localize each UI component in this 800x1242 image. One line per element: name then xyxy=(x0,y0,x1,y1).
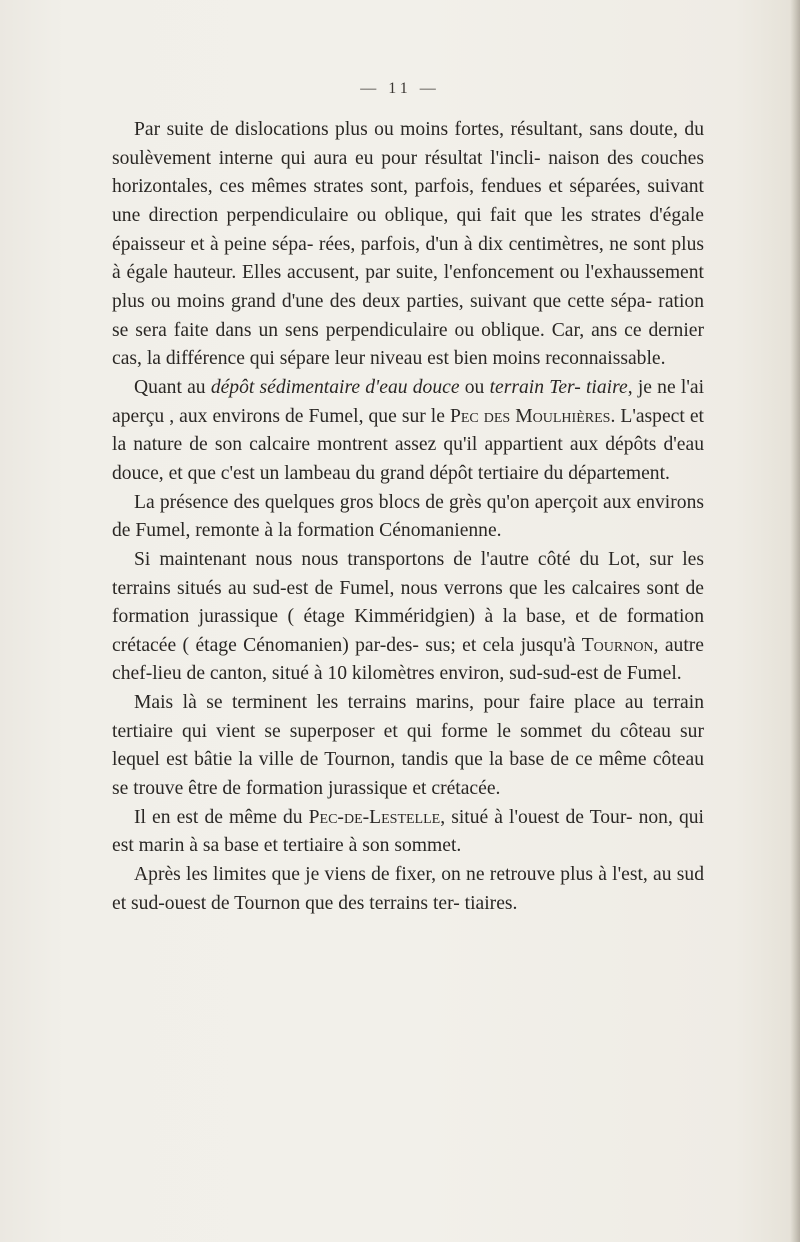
italic-text: dépôt sédimentaire d'eau douce xyxy=(210,376,460,398)
text-run: Mais là se terminent les terrains marins, pour faire place au terrain tertiaire qui vient se superposer et qui forme le sommet du côteau sur lequel est bâtie la ville de Tournon, tandis que la base de ce même côteau se trouve être de formation jurassique et crétacée. xyxy=(112,692,704,800)
italic-text: terrain Ter- tiaire xyxy=(489,376,628,398)
page-spine-shadow xyxy=(790,0,800,1242)
paragraph xyxy=(112,374,704,489)
text-run: Après les limites que je viens de fixer, on ne retrouve plus à l'est, au sud et sud-ouest de Tournon que des terrains ter- tiaires. xyxy=(112,864,704,914)
text-run: Il en est de même du xyxy=(134,806,309,828)
text-run: Par suite de dislocations plus ou moins fortes, résultant, sans doute, du soulèvement interne qui aura eu pour résultat l'incli- naison des couches horizontales, ces mêmes strates sont, parfois, fendues et séparées, suivant une direction perpendiculaire ou oblique, qui fait que les strates d'égale épaisseur et à peine sépa- rées, parfois, d'un à dix centimètres, ne sont plus à égale hauteur. Elles accusent, par suite, l'enfoncement ou l'exhaussement plus ou moins grand d'une des deux parties, suivant que cette sépa- ration se sera faite dans un sens perpendiculaire ou oblique. Car, ans ce dernier cas, la différence qui sépare leur niveau est bien moins reconnaissable. xyxy=(112,119,704,370)
text-run: Si maintenant nous nous transportons de l'autre côté du Lot, sur les terrains situés au sud-est de Fumel, nous verrons que les calcaires sont de formation jurassique ( étage Kimméridgien) à la base, et de formation crétacée ( étage Cénomanien) par-des- sus; et cela jusqu'à xyxy=(112,548,704,656)
small-caps-text: Tournon xyxy=(581,634,654,656)
paragraph xyxy=(112,116,704,374)
text-run: . L'aspect et la nature de son calcaire montrent assez qu'il appartient aux dépôts d'eau douce, et que c'est un lambeau du grand dépôt tertiaire du département. xyxy=(112,405,704,484)
body-text xyxy=(112,116,704,918)
text-run: ou xyxy=(459,376,490,398)
text-run: , autre chef-lieu de canton, situé à 10 kilomètres environ, sud-sud-est de Fumel. xyxy=(112,634,704,685)
paragraph xyxy=(112,804,704,861)
text-run: La présence des quelques gros blocs de grès qu'on aperçoit aux environs de Fumel, remonte à la formation Cénomanienne. xyxy=(112,491,704,542)
paragraph xyxy=(112,489,704,546)
paragraph xyxy=(112,861,704,918)
text-run: , situé à l'ouest de Tour- non, qui est marin à sa base et tertiaire à son sommet. xyxy=(112,806,704,857)
paragraph xyxy=(112,546,704,689)
small-caps-text: Pec des Moulhières xyxy=(449,405,611,427)
text-run: Quant au xyxy=(134,376,211,398)
paragraph xyxy=(112,689,704,804)
small-caps-text: Pec-de-Lestelle xyxy=(308,806,441,828)
page-number: — 11 — xyxy=(360,80,440,97)
text-run: , je ne l'ai aperçu , aux environs de Fumel, que sur le xyxy=(112,376,705,427)
